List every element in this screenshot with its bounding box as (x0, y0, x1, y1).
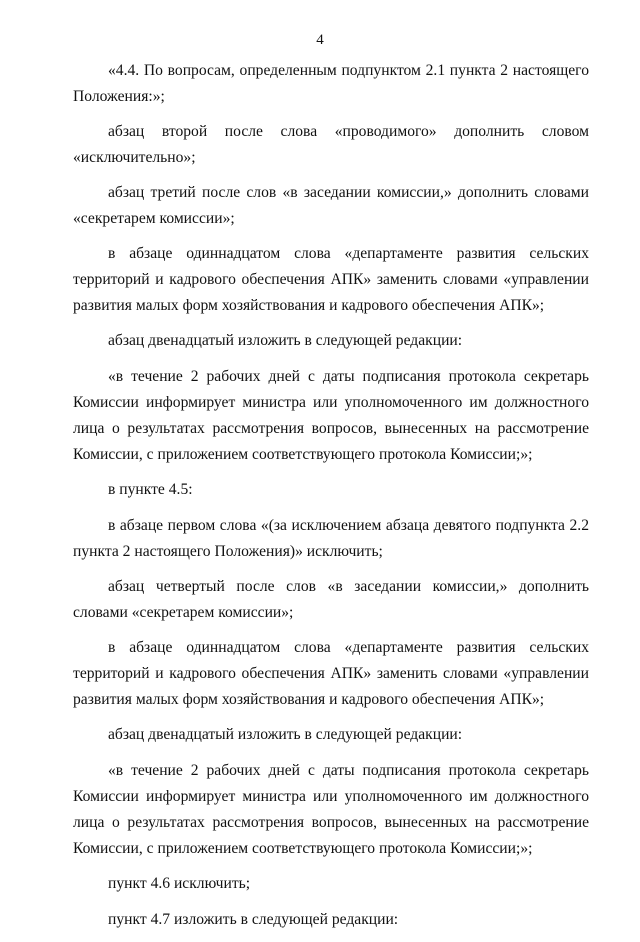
paragraph: пункт 4.6 исключить; (108, 875, 251, 892)
paragraph: пункт 4.7 изложить в следующей редакции: (108, 911, 399, 928)
document-body (73, 58, 589, 942)
paragraph: «в течение 2 рабочих дней с даты подписания протокола секретарь Комиссии информирует министра или уполномоченного им должностного лица о результатах рассмотрения вопросов, вынесенных на рассмотрение Комиссии, с приложением соответствующего протокола Комиссии;»; (73, 368, 589, 463)
paragraph: абзац двенадцатый изложить в следующей редакции: (108, 726, 463, 743)
paragraph: в абзаце одиннадцатом слова «департаменте развития сельских территорий и кадрового обеспечения АПК» заменить словами «управлении развития малых форм хозяйствования и кадрового обеспечения АПК»; (73, 639, 589, 708)
paragraph: в абзаце одиннадцатом слова «департаменте развития сельских территорий и кадрового обеспечения АПК» заменить словами «управлении развития малых форм хозяйствования и кадрового обеспечения АПК»; (73, 245, 589, 314)
paragraph: в пункте 4.5: (108, 481, 193, 498)
paragraph: в абзаце первом слова «(за исключением абзаца девятого подпункта 2.2 пункта 2 настоящего Положения)» исключить; (73, 517, 589, 560)
paragraph: «4.4. По вопросам, определенным подпунктом 2.1 пункта 2 настоящего Положения:»; (73, 62, 589, 105)
paragraph: абзац четвертый после слов «в заседании комиссии,» дополнить словами «секретарем комиссии»; (73, 578, 589, 621)
paragraph: абзац двенадцатый изложить в следующей редакции: (108, 332, 463, 349)
paragraph: «в течение 2 рабочих дней с даты подписания протокола секретарь Комиссии информирует министра или уполномоченного им должностного лица о результатах рассмотрения вопросов, вынесенных на рассмотрение Комиссии, с приложением соответствующего протокола Комиссии;»; (73, 762, 589, 857)
page-number: 4 (316, 32, 324, 48)
paragraph: абзац третий после слов «в заседании комиссии,» дополнить словами «секретарем комиссии»; (73, 184, 589, 227)
paragraph: абзац второй после слова «проводимого» дополнить словом «исключительно»; (73, 123, 589, 166)
